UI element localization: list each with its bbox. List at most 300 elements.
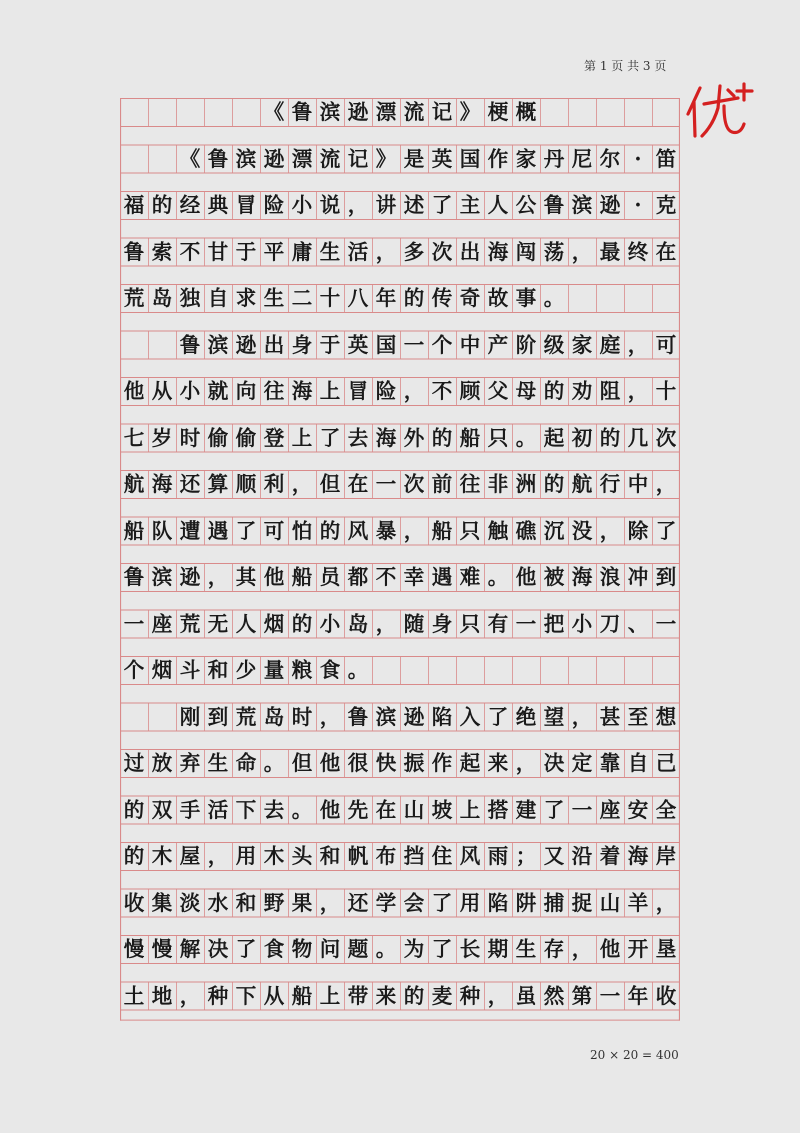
- essay-row: [120, 517, 680, 545]
- essay-char: 的: [291, 611, 313, 636]
- essay-char: 滨: [319, 100, 341, 124]
- essay-char: 然: [543, 983, 565, 1008]
- essay-char: 船: [291, 565, 313, 589]
- essay-char: 问: [319, 937, 341, 961]
- essay-char: 是: [403, 146, 425, 171]
- essay-char: 只: [459, 611, 481, 636]
- essay-row: [120, 703, 680, 731]
- essay-char: 座: [599, 797, 621, 822]
- essay-char: 滨: [375, 704, 397, 729]
- essay-char: 船: [291, 983, 313, 1008]
- essay-char: 船: [123, 518, 145, 543]
- essay-char: 至: [627, 704, 649, 729]
- essay-char: 快: [375, 751, 397, 775]
- essay-char: 解: [179, 937, 201, 961]
- essay-char: 讲: [375, 193, 397, 217]
- essay-char: 公: [515, 193, 537, 217]
- essay-char: 的: [123, 797, 145, 822]
- essay-char: 家: [515, 146, 537, 171]
- essay-char: 上: [319, 379, 341, 403]
- essay-char: 有: [487, 611, 509, 636]
- essay-char: 海: [291, 379, 313, 403]
- essay-char: ，: [571, 937, 593, 961]
- essay-char: 作: [487, 146, 509, 171]
- essay-char: ，: [375, 611, 397, 636]
- essay-char: 除: [627, 518, 649, 543]
- essay-char: 沿: [571, 844, 593, 868]
- essay-char: 生: [263, 286, 285, 310]
- essay-char: ，: [515, 751, 537, 775]
- essay-char: 他: [319, 797, 341, 822]
- essay-char: 长: [459, 937, 481, 961]
- essay-char: ，: [347, 193, 369, 217]
- essay-char: 滨: [207, 332, 229, 357]
- essay-char: 上: [319, 983, 341, 1008]
- essay-char: 收: [123, 890, 145, 915]
- essay-char: 海: [627, 844, 649, 868]
- essay-char: 决: [543, 751, 565, 775]
- essay-char: 命: [235, 751, 257, 775]
- essay-char: 己: [655, 751, 677, 775]
- essay-char: 荡: [543, 239, 565, 264]
- essay-char: 刀: [599, 611, 621, 636]
- essay-char: 船: [431, 518, 453, 543]
- essay-char: 次: [403, 472, 425, 496]
- essay-char: 逊: [179, 565, 201, 589]
- essay-char: 捉: [571, 890, 593, 915]
- essay-char: 布: [375, 844, 397, 868]
- essay-char: 幸: [403, 565, 425, 589]
- essay-char: 父: [487, 379, 509, 403]
- essay-char: 木: [263, 844, 285, 868]
- essay-char: 尔: [599, 146, 621, 171]
- essay-row: [120, 331, 680, 359]
- essay-char: 尼: [571, 146, 593, 171]
- essay-char: 国: [375, 332, 397, 357]
- essay-char: 的: [151, 193, 173, 217]
- essay-char: 冒: [347, 379, 369, 403]
- essay-char: 怕: [291, 518, 313, 543]
- essay-char: 去: [347, 425, 369, 450]
- essay-char: 风: [459, 844, 481, 868]
- essay-char: 来: [487, 751, 509, 775]
- essay-char: 望: [543, 704, 565, 729]
- essay-char: 生: [319, 239, 341, 264]
- essay-char: 帆: [347, 844, 369, 868]
- essay-char: 种: [459, 983, 481, 1008]
- essay-char: 了: [543, 797, 565, 822]
- essay-char: 时: [291, 704, 313, 729]
- essay-char: 下: [235, 797, 257, 822]
- essay-char: 了: [431, 937, 453, 961]
- essay-char: 建: [515, 797, 537, 822]
- essay-char: 外: [403, 425, 425, 450]
- essay-char: 量: [263, 658, 285, 682]
- essay-char: 故: [487, 286, 509, 310]
- essay-char: 都: [347, 565, 369, 589]
- essay-char: 二: [291, 286, 313, 310]
- essay-char: 传: [431, 286, 453, 310]
- essay-char: 活: [347, 239, 369, 264]
- essay-char: 了: [235, 518, 257, 543]
- essay-char: 鲁: [179, 332, 201, 357]
- essay-char: 险: [263, 193, 285, 217]
- essay-char: 捕: [543, 890, 565, 915]
- essay-char: 遇: [207, 518, 229, 543]
- essay-char: 了: [319, 425, 341, 450]
- essay-char: 山: [599, 890, 621, 915]
- essay-char: 从: [151, 379, 173, 403]
- essay-char: 中: [627, 472, 649, 496]
- essay-char: 又: [543, 844, 565, 868]
- essay-char: 几: [627, 425, 649, 450]
- essay-char: 可: [655, 332, 677, 357]
- essay-char: 荒: [123, 286, 145, 310]
- essay-char: 会: [403, 890, 425, 915]
- essay-row: [120, 191, 680, 219]
- essay-char: 一: [375, 472, 397, 496]
- essay-char: 人: [235, 611, 257, 636]
- essay-char: 的: [599, 425, 621, 450]
- essay-char: 一: [123, 611, 145, 636]
- essay-char: ，: [207, 565, 229, 589]
- essay-char: 奇: [459, 286, 481, 310]
- essay-char: 在: [347, 472, 369, 496]
- essay-char: 前: [431, 472, 453, 496]
- essay-row: [120, 145, 680, 173]
- essay-char: 英: [431, 146, 453, 171]
- essay-char: 和: [207, 658, 229, 682]
- essay-char: 行: [599, 472, 621, 496]
- essay-char: 定: [571, 751, 593, 775]
- essay-char: 十: [655, 379, 677, 403]
- essay-char: ，: [403, 518, 425, 543]
- essay-char: 下: [235, 983, 257, 1008]
- essay-char: 说: [319, 193, 341, 217]
- essay-char: 人: [487, 193, 509, 217]
- essay-char: 粮: [291, 658, 313, 682]
- essay-char: 最: [599, 239, 621, 264]
- essay-char: 》: [375, 146, 397, 171]
- essay-char: 《: [263, 100, 285, 124]
- essay-char: 闯: [515, 239, 537, 264]
- essay-row: [120, 424, 680, 452]
- essay-row: [120, 749, 680, 777]
- essay-char: 集: [151, 890, 173, 915]
- essay-char: 到: [655, 565, 677, 589]
- essay-char: 过: [123, 751, 145, 775]
- essay-char: 他: [599, 937, 621, 961]
- essay-char: 入: [459, 704, 481, 729]
- essay-row: [120, 982, 680, 1010]
- essay-char: 慢: [151, 937, 173, 961]
- essay-char: 冲: [627, 565, 649, 589]
- essay-char: 礁: [515, 518, 537, 543]
- essay-char: 用: [235, 844, 257, 868]
- essay-char: 振: [403, 751, 425, 775]
- essay-char: 阱: [515, 890, 537, 915]
- essay-char: 小: [319, 611, 341, 636]
- essay-char: 产: [487, 332, 509, 357]
- essay-char: 绝: [515, 704, 537, 729]
- essay-char: 着: [599, 844, 621, 868]
- essay-char: 小: [179, 379, 201, 403]
- essay-char: 逊: [235, 332, 257, 357]
- essay-char: 流: [403, 100, 425, 124]
- essay-char: 的: [319, 518, 341, 543]
- essay-char: ，: [599, 518, 621, 543]
- essay-char: 斗: [179, 658, 201, 682]
- essay-char: 去: [263, 797, 285, 822]
- essay-row: [120, 889, 680, 917]
- essay-char: 个: [123, 658, 145, 682]
- essay-char: 往: [459, 472, 481, 496]
- essay-char: 自: [207, 286, 229, 310]
- essay-char: 靠: [599, 751, 621, 775]
- essay-char: 屋: [179, 844, 201, 868]
- essay-char: 开: [627, 937, 649, 961]
- essay-char: 没: [571, 518, 593, 543]
- essay-char: ，: [207, 844, 229, 868]
- essay-char: 起: [543, 425, 565, 450]
- essay-char: 风: [347, 518, 369, 543]
- essay-char: 。: [347, 658, 369, 682]
- essay-char: 浪: [599, 565, 621, 589]
- essay-char: 带: [347, 983, 369, 1008]
- essay-char: 起: [459, 751, 481, 775]
- essay-char: 可: [263, 518, 285, 543]
- essay-char: 岸: [655, 844, 677, 868]
- essay-char: 岛: [347, 611, 369, 636]
- essay-char: 平: [263, 239, 285, 264]
- essay-char: 荒: [235, 704, 257, 729]
- essay-char: 不: [431, 379, 453, 403]
- essay-row: [120, 284, 680, 312]
- essay-char: 初: [571, 425, 593, 450]
- essay-char: 甚: [599, 704, 621, 729]
- essay-char: 时: [179, 425, 201, 450]
- essay-char: 水: [207, 890, 229, 915]
- essay-char: 于: [319, 332, 341, 357]
- essay-char: 年: [627, 983, 649, 1008]
- essay-char: 母: [515, 379, 537, 403]
- essay-char: 麦: [431, 983, 453, 1008]
- essay-char: 于: [235, 239, 257, 264]
- essay-char: 遭: [179, 518, 201, 543]
- essay-row: [120, 796, 680, 824]
- essay-char: 沉: [543, 518, 565, 543]
- essay-char: 福: [123, 193, 145, 217]
- essay-char: 《: [179, 146, 201, 171]
- essay-char: 遇: [431, 565, 453, 589]
- essay-char: 物: [291, 937, 313, 961]
- essay-char: 算: [207, 472, 229, 496]
- essay-char: 先: [347, 797, 369, 822]
- essay-char: 慢: [123, 937, 145, 961]
- essay-char: 主: [459, 193, 481, 217]
- essay-char: 上: [291, 425, 313, 450]
- essay-char: 烟: [263, 611, 285, 636]
- essay-char: 来: [375, 983, 397, 1008]
- essay-char: ，: [655, 472, 677, 496]
- essay-char: 期: [487, 937, 509, 961]
- essay-char: 弃: [179, 751, 201, 775]
- essay-char: 坡: [431, 797, 453, 822]
- essay-char: 很: [347, 751, 369, 775]
- essay-char: 十: [319, 286, 341, 310]
- essay-char: 的: [543, 379, 565, 403]
- essay-char: 的: [403, 983, 425, 1008]
- essay-char: 鲁: [123, 565, 145, 589]
- essay-char: 岛: [151, 286, 173, 310]
- essay-char: 。: [375, 937, 397, 961]
- essay-char: 食: [263, 937, 285, 961]
- essay-char: 烟: [151, 658, 173, 682]
- essay-char: 双: [151, 797, 173, 822]
- essay-char: 鲁: [123, 239, 145, 264]
- essay-char: 果: [291, 890, 313, 915]
- essay-char: 中: [459, 332, 481, 357]
- essay-char: 多: [403, 239, 425, 264]
- essay-char: 安: [627, 797, 649, 822]
- essay-char: 航: [123, 472, 145, 496]
- essay-char: 一: [599, 983, 621, 1008]
- essay-char: 船: [459, 425, 481, 450]
- essay-char: 的: [403, 286, 425, 310]
- essay-char: 第: [571, 983, 593, 1008]
- essay-char: 海: [487, 239, 509, 264]
- essay-char: 全: [655, 797, 677, 822]
- essay-char: 从: [263, 983, 285, 1008]
- essay-char: 滨: [235, 146, 257, 171]
- essay-char: 》: [459, 100, 481, 124]
- essay-char: 向: [235, 379, 257, 403]
- essay-char: 岛: [263, 704, 285, 729]
- essay-char: ，: [655, 890, 677, 915]
- essay-char: ，: [319, 704, 341, 729]
- essay-char: 把: [543, 611, 565, 636]
- essay-char: 决: [207, 937, 229, 961]
- essay-char: ，: [571, 239, 593, 264]
- essay-char: 终: [627, 239, 649, 264]
- essay-char: 一: [571, 797, 593, 822]
- essay-char: 顾: [459, 379, 481, 403]
- essay-char: 非: [487, 472, 509, 496]
- essay-char: 。: [291, 797, 313, 822]
- essay-char: 登: [263, 425, 285, 450]
- essay-char: 暴: [375, 518, 397, 543]
- essay-char: 逊: [263, 146, 285, 171]
- essay-char: 丹: [543, 146, 565, 171]
- essay-char: 岁: [151, 425, 173, 450]
- essay-char: 一: [655, 611, 677, 636]
- essay-row: [120, 656, 680, 684]
- essay-char: ，: [179, 983, 201, 1008]
- essay-char: 但: [319, 472, 341, 496]
- essay-char: 队: [151, 518, 173, 543]
- essay-char: ，: [571, 704, 593, 729]
- essay-char: ，: [375, 239, 397, 264]
- essay-char: 活: [207, 797, 229, 822]
- essay-char: 海: [375, 425, 397, 450]
- essay-char: ；: [515, 844, 537, 868]
- essay-char: 为: [403, 937, 425, 961]
- essay-char: 了: [431, 890, 453, 915]
- essay-char: 利: [263, 472, 285, 496]
- essay-char: 只: [487, 425, 509, 450]
- essay-char: 述: [403, 193, 425, 217]
- essay-char: 陷: [487, 890, 509, 915]
- essay-char: 鲁: [543, 193, 565, 217]
- essay-row: [120, 470, 680, 498]
- essay-char: 难: [459, 565, 481, 589]
- essay-char: 事: [515, 286, 537, 310]
- essay-row: [120, 842, 680, 870]
- essay-char: 学: [375, 890, 397, 915]
- essay-char: 典: [207, 193, 229, 217]
- essay-char: 出: [459, 239, 481, 264]
- essay-char: 触: [487, 518, 509, 543]
- essay-char: 国: [459, 146, 481, 171]
- essay-char: 上: [459, 797, 481, 822]
- essay-char: 险: [375, 379, 397, 403]
- essay-char: 随: [403, 611, 425, 636]
- essay-char: 座: [151, 611, 173, 636]
- essay-char: 淡: [179, 890, 201, 915]
- essay-char: 的: [123, 844, 145, 868]
- essay-char: 收: [655, 983, 677, 1008]
- essay-char: 鲁: [291, 100, 313, 124]
- essay-char: 想: [655, 704, 677, 729]
- essay-char: 还: [347, 890, 369, 915]
- essay-char: 地: [151, 983, 173, 1008]
- page-indicator: 第 1 页 共 3 页: [584, 59, 667, 73]
- essay-char: 鲁: [207, 146, 229, 171]
- essay-row: [120, 98, 680, 126]
- essay-char: 搭: [487, 797, 509, 822]
- essay-row: [120, 563, 680, 591]
- essay-char: 偷: [207, 425, 229, 450]
- essay-char: 用: [459, 890, 481, 915]
- essay-char: ·: [634, 146, 642, 171]
- essay-char: 八: [347, 286, 369, 310]
- essay-char: 荒: [179, 611, 201, 636]
- essay-char: 的: [543, 472, 565, 496]
- essay-char: 一: [515, 611, 537, 636]
- essay-char: 庸: [291, 239, 313, 264]
- essay-char: 年: [375, 286, 397, 310]
- essay-char: 不: [179, 239, 201, 264]
- essay-char: 少: [235, 658, 257, 682]
- essay-char: 甘: [207, 239, 229, 264]
- essay-char: 航: [571, 472, 593, 496]
- essay-char: 和: [319, 844, 341, 868]
- essay-char: 到: [207, 704, 229, 729]
- essay-char: 身: [431, 611, 453, 636]
- essay-char: 次: [431, 239, 453, 264]
- essay-char: ，: [403, 379, 425, 403]
- essay-char: 级: [543, 332, 565, 357]
- essay-char: 自: [627, 751, 649, 775]
- essay-char: ，: [291, 472, 313, 496]
- essay-char: 和: [235, 890, 257, 915]
- essay-char: 被: [543, 565, 565, 589]
- essay-char: 、: [627, 611, 649, 636]
- essay-char: 。: [487, 565, 509, 589]
- essay-char: 阶: [515, 332, 537, 357]
- essay-char: 往: [263, 379, 285, 403]
- essay-char: 次: [655, 425, 677, 450]
